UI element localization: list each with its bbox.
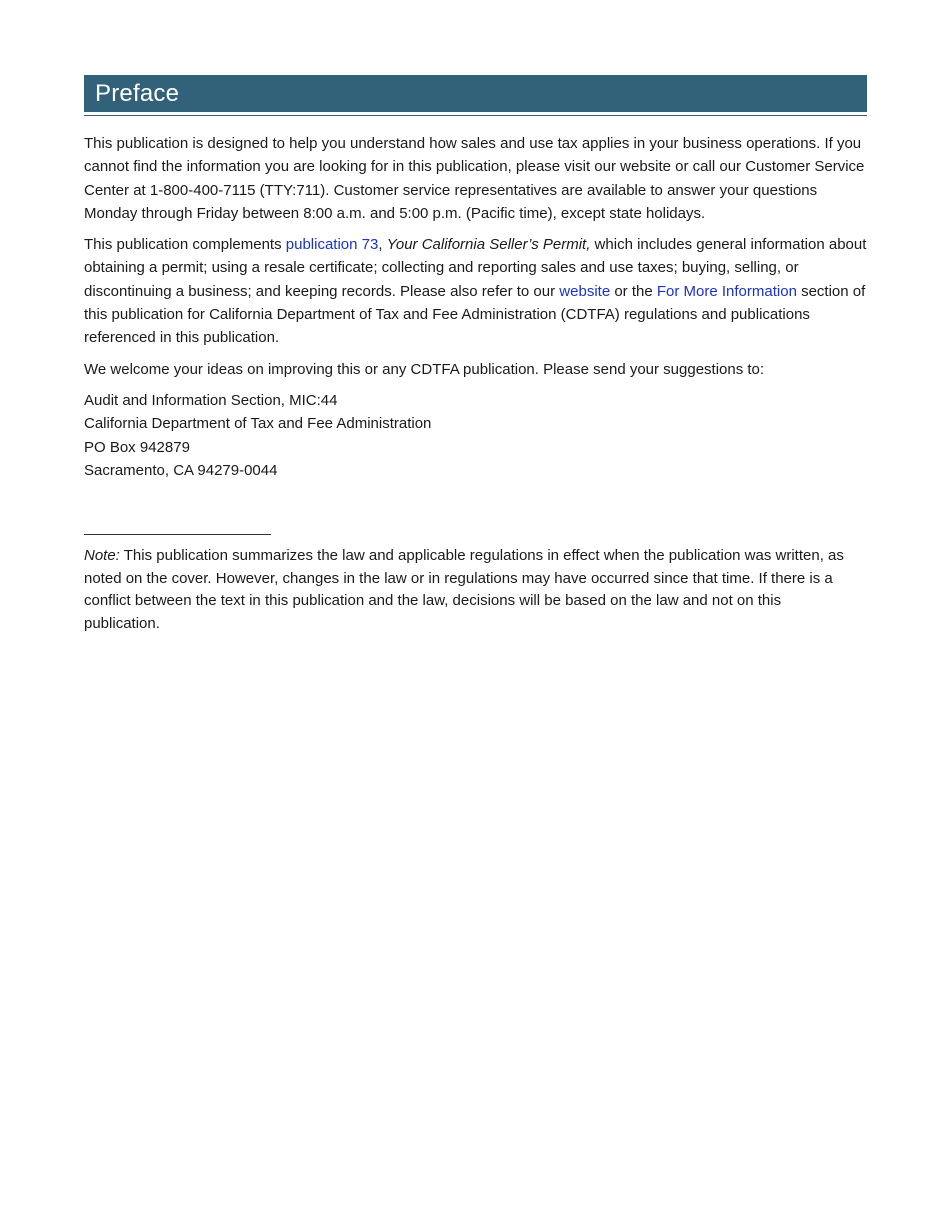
publication-73-link[interactable]: publication 73	[285, 236, 379, 254]
heading-underline	[84, 115, 867, 116]
complements-middle: which includes general information about obtaining a permit; using a resale certificate; collecting and reporting sales and use taxes; buying, selling, or discontinuing a business; and keeping records. Please also refer to our	[84, 236, 867, 300]
footnote	[84, 545, 854, 635]
document-page	[84, 75, 867, 636]
complements-suffix: section of this publication for California Department of Tax and Fee Administration (CDTFA) regulations and publications referenced in this publication.	[84, 282, 866, 347]
website-link[interactable]: website	[559, 282, 611, 300]
address-line-3: PO Box 942879	[84, 438, 190, 456]
publication-title: Your California Seller’s Permit,	[386, 236, 591, 254]
body-text	[84, 132, 867, 482]
page-title: Preface	[95, 79, 180, 107]
intro-paragraph: This publication is designed to help you understand how sales and use tax applies in your business operations. If you cannot find the information you are looking for in this publication, please visit our website or call our Customer Service Center at 1-800-400-7115 (TTY:711). Customer service representatives are available to answer your questions Monday through Friday between 8:00 a.m. and 5:00 p.m. (Pacific time), except state holidays.	[84, 135, 865, 222]
footnote-divider	[84, 534, 271, 535]
address-line-4: Sacramento, CA 94279-0044	[84, 461, 278, 479]
footnote-label: Note:	[84, 547, 120, 565]
mailing-address	[84, 389, 867, 482]
complements-or-the: or the	[610, 282, 657, 300]
section-heading-bar	[84, 75, 867, 112]
footnote-text: This publication summarizes the law and applicable regulations in effect when the publication was written, as noted on the cover. However, changes in the law or in regulations may have occurred since that time. If there is a conflict between the text in this publication and the law, decisions will be based on the law and not on this publication.	[84, 547, 844, 632]
for-more-information-link[interactable]: For More Information	[656, 282, 797, 300]
complements-prefix: This publication complements	[84, 236, 286, 254]
complements-paragraph	[84, 233, 867, 349]
address-line-1: Audit and Information Section, MIC:44	[84, 391, 338, 409]
address-line-2: California Department of Tax and Fee Administration	[84, 415, 432, 433]
welcome-paragraph: We welcome your ideas on improving this or any CDTFA publication. Please send your suggestions to:	[84, 360, 765, 378]
complements-comma: ,	[378, 236, 387, 254]
